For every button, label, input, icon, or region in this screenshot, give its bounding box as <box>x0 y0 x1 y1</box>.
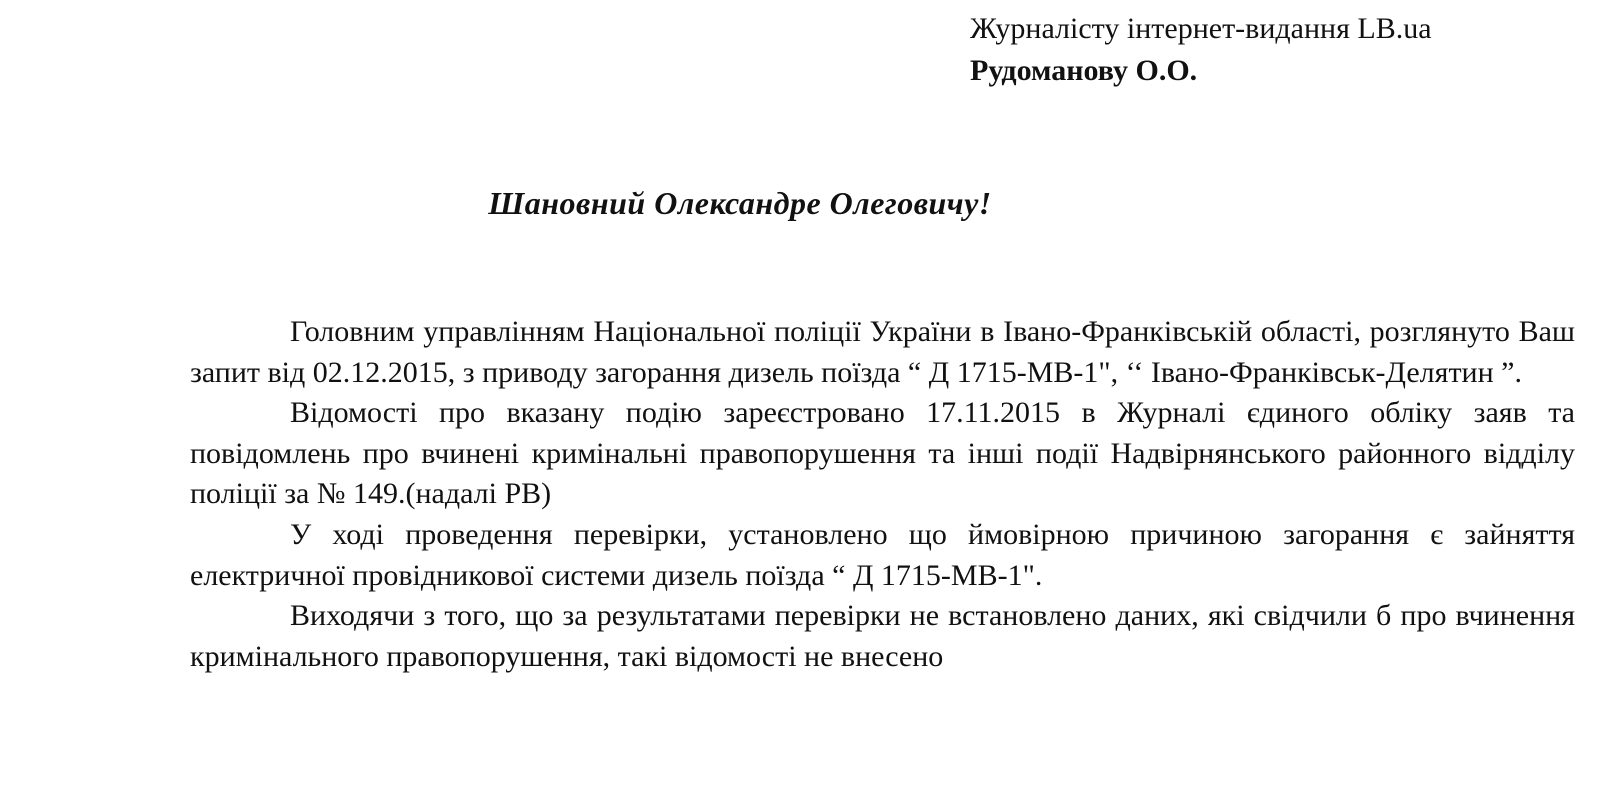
paragraph-conclusion: Виходячи з того, що за результатами перевірки не встановлено даних, які свідчили б про вчинення кримінального правопорушення, такі відомості не внесено <box>190 599 1575 673</box>
addressee-block <box>970 8 1590 92</box>
paragraph-request: Головним управлінням Національної поліції України в Івано-Франківській області, розглянуто Ваш запит від 02.12.2015, з приводу загорання дизель поїзда “ Д 1715-МВ-1", ‘‘ Івано-Франківськ-Делятин ”. <box>190 315 1575 389</box>
addressee-position: Журналісту інтернет-видання LB.ua <box>970 12 1432 45</box>
paragraph-registration: Відомості про вказану подію зареєстровано 17.11.2015 в Журналі єдиного обліку заяв та повідомлень про вчинені кримінальні правопорушення та інші події Надвірнянського районного відділу поліції за № 149.(надалі РВ) <box>190 396 1575 511</box>
addressee-name: Рудоманову О.О. <box>970 54 1198 87</box>
letter-body <box>190 312 1575 677</box>
paragraph-cause: У ході проведення перевірки, установлено що ймовірною причиною загорання є зайняття електричної провідникової системи дизель поїзда “ Д 1715-МВ-1". <box>190 517 1575 592</box>
salutation: Шановний Олександре Олеговичу! <box>488 185 992 221</box>
